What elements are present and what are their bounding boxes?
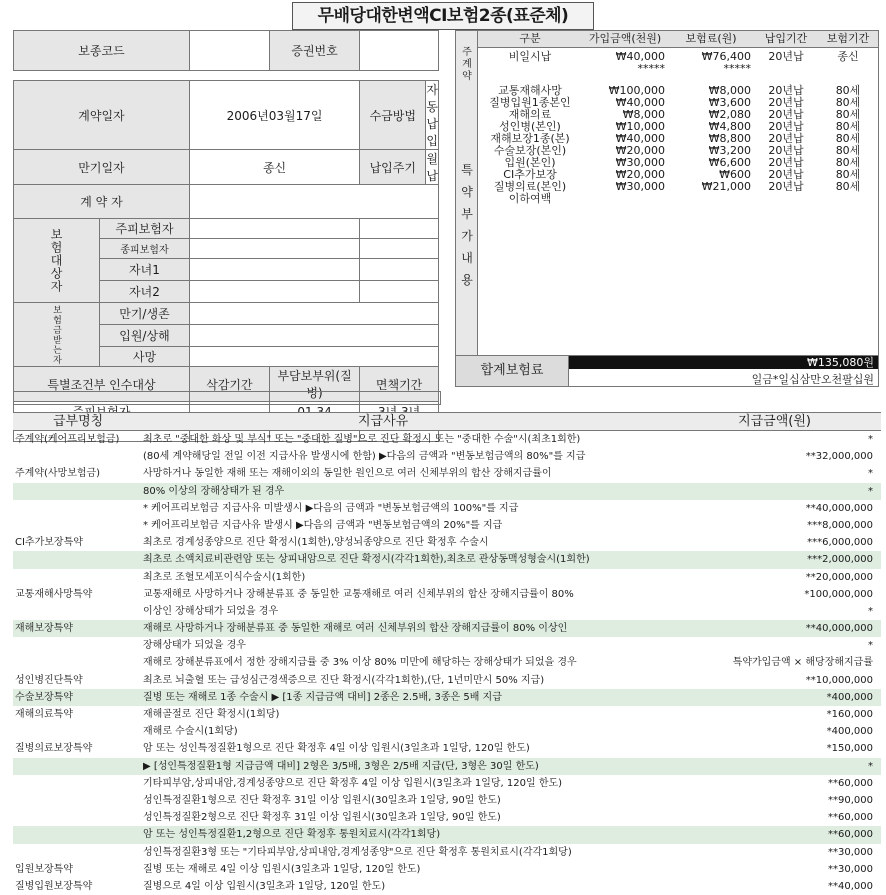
rider-row-cell: ₩8,000 (708, 84, 751, 97)
rider-row-cell: 80세 (835, 84, 861, 97)
benefit-name: 주계약(사망보험금) (15, 468, 101, 480)
exempt-label: 면책기간 (360, 367, 439, 402)
rider-row-cell: 질병입원1종본인 (489, 96, 571, 109)
cert-value (360, 31, 439, 71)
benefit-reason: 교통재해로 사망하거나 장해분류표 중 동일한 교통재해로 여러 신체부위의 합산 장해지급률이 80% (143, 588, 574, 600)
rider-row-cell: ₩40,000 (615, 96, 665, 109)
benefit-reason: 재해로 장해분류표에서 정한 장해지급률 중 3% 이상 80% 미만에 해당하는 장해상태가 되었을 경우 (143, 657, 577, 669)
main-row-cell: 비일시납 (508, 50, 552, 63)
rider-row-cell: ₩3,200 (708, 144, 751, 157)
main-row-cell: ₩76,400 (701, 50, 751, 63)
rider-row-cell (582, 193, 668, 205)
benefit-row (13, 551, 881, 568)
benefit-amount: * (868, 468, 873, 480)
blank-field (13, 391, 441, 405)
side-main-label: 주계약 (462, 47, 472, 82)
benefit-amount: 특약가입금액 × 해당장해지급률 (732, 657, 873, 669)
benefit-row (13, 861, 881, 878)
rider-row-cell: ₩40,000 (615, 132, 665, 145)
rider-row-cell: 80세 (835, 120, 861, 133)
benefit-reason: 암 또는 성인특정질환1,2형으로 진단 확정후 통원치료시(각각1회당) (143, 829, 441, 841)
contract-info-table (13, 30, 439, 442)
benefit-row (13, 448, 881, 465)
benef-hospital-label: 입원/상해 (100, 325, 190, 347)
benefit-row (13, 637, 881, 654)
benefit-name: 성인병진단특약 (15, 674, 83, 686)
rider-row-cell: 수술보장(본인) (493, 144, 567, 157)
main-row-cell: ₩40,000 (615, 50, 665, 63)
rider-row-cell: 재해보장1종(본) (490, 132, 570, 145)
benefit-reason: 성인특정질환1형으로 진단 확정후 31일 이상 입원시(30일초과 1일당, 90일 한도) (143, 794, 501, 806)
benefit-reason: 암 또는 성인특정질환1형으로 진단 확정후 4일 이상 입원시(3일초과 1일당, 120일 한도) (143, 743, 530, 755)
rider-row-cell: 20년납 (768, 84, 804, 97)
total-premium-box (455, 355, 879, 387)
rider-row-cell: 재해의료 (508, 108, 552, 121)
side-special-label: 특약부가내용 (461, 163, 473, 287)
benefit-amount: **60,000 (828, 829, 873, 841)
benefit-amount: **90,000 (828, 794, 873, 806)
benefit-row (13, 586, 881, 603)
rider-row-cell: 이하여백 (508, 192, 552, 205)
rider-row-cell: 80세 (835, 132, 861, 145)
benefit-reason: ▶ [성인특정질환1형 지급금액 대비] 2형은 3/5배, 3형은 2/5배 지급(단, 3형은 30일 한도) (143, 760, 539, 772)
rider-row-cell: 교통재해사망 (498, 84, 562, 97)
rider-row-cell: 성인병(본인) (499, 120, 561, 133)
benefit-reason: * 케어프리보험금 지급사유 발생시 ▶다음의 금액과 "변동보험금액의 20%"를 지급 (143, 519, 503, 531)
benefit-amount: **40,000,000 (805, 623, 873, 635)
premium-header-row (478, 31, 878, 48)
benefit-name: 재해보장특약 (15, 623, 73, 635)
benefit-amount: *400,000 (826, 726, 873, 738)
benefit-reason: 기타피부암,상피내암,경계성종양으로 진단 확정후 4일 이상 입원시(3일초과 1일당, 120일 한도) (143, 777, 563, 789)
contract-date-label: 계약일자 (14, 81, 190, 150)
rider-row-cell: 80세 (835, 168, 861, 181)
maturity-value: 종신 (189, 150, 359, 185)
benefit-amount: **30,000 (828, 863, 873, 875)
rider-row-cell: CI추가보장 (503, 168, 557, 181)
child1-label: 자녀1 (100, 259, 190, 281)
benefit-row (13, 603, 881, 620)
benefit-reason: 질병 또는 재해로 1종 수술시 ▶ [1종 지급금액 대비] 2종은 2.5배, 3종은 5배 지급 (143, 691, 502, 703)
rider-row-cell: ₩10,000 (615, 120, 665, 133)
premium-header-cell: 가입금액(천원) (582, 31, 668, 48)
benefit-row (13, 517, 881, 534)
code-label: 보종코드 (14, 31, 190, 71)
rider-row-cell: 20년납 (768, 180, 804, 193)
benefit-row (13, 844, 881, 861)
benefit-row (13, 792, 881, 809)
benefit-amount: * (868, 760, 873, 772)
benefit-reason: 최초로 소액치료비관련암 또는 상피내암으로 진단 확정시(각각1회한),최초로 관상동맥성형술시(1회한) (143, 554, 590, 566)
benefit-name: 질병입원보장특약 (15, 880, 93, 892)
rider-row-cell: ₩4,800 (708, 120, 751, 133)
benefit-amount: **32,000,000 (805, 451, 873, 463)
benefit-amount: **10,000,000 (805, 674, 873, 686)
pay-cycle: 월납 (426, 150, 439, 185)
beneficiary-group-label: 보험금받는자 (14, 303, 100, 367)
benefit-reason: 성인특정질환3형 또는 "기타피부암,상피내암,경계성종양"으로 진단 확정후 통원치료시(각각1회당) (143, 846, 572, 858)
rider-row-cell: 80세 (835, 108, 861, 121)
benefit-amount: **40,000,000 (805, 502, 873, 514)
cert-label: 증권번호 (269, 31, 359, 71)
rider-row-cell: ₩20,000 (615, 168, 665, 181)
benefit-row (13, 689, 881, 706)
main-contract-rows (478, 51, 878, 75)
rider-row-cell: ₩3,600 (708, 96, 751, 109)
rider-row-cell: ₩30,000 (615, 180, 665, 193)
pay-cycle-label: 납입주기 (360, 150, 426, 185)
rider-row-cell: ₩20,000 (615, 144, 665, 157)
sub-insured-label: 종피보험자 (100, 239, 190, 259)
benefit-reason: 최초로 뇌출혈 또는 급성심근경색증으로 진단 확정시(각각1회한),(단, 1년미만시 50% 지급) (143, 674, 545, 686)
rider-row-cell: 20년납 (768, 132, 804, 145)
benefit-rows (13, 431, 881, 895)
benefit-reason: 성인특정질환2형으로 진단 확정후 31일 이상 입원시(30일초과 1일당, 90일 한도) (143, 812, 501, 824)
benef-maturity-label: 만기/생존 (100, 303, 190, 325)
benef-death-label: 사망 (100, 347, 190, 367)
benefit-row (13, 431, 881, 448)
rider-row (478, 193, 878, 205)
benefit-amount: *400,000 (826, 691, 873, 703)
benefit-name: 교통재해사망특약 (15, 588, 93, 600)
benefit-row (13, 706, 881, 723)
benefit-name: CI추가보장특약 (15, 537, 83, 549)
benefit-amount: **60,000 (828, 812, 873, 824)
main-row-cell: 20년납 (768, 50, 804, 63)
reduction-label: 삭감기간 (189, 367, 269, 402)
benefit-amount: **20,000,000 (805, 571, 873, 583)
total-words: 일금*일십삼만오천팔십원 (751, 373, 874, 386)
premium-header-cell: 납입기간 (754, 31, 818, 48)
benefit-amount: **30,000 (828, 846, 873, 858)
benefit-amount: **60,000 (828, 777, 873, 789)
premium-header-cell: 구분 (478, 31, 582, 48)
benefit-row (13, 672, 881, 689)
benefit-reason: (80세 계약해당일 전일 이전 지급사유 발생시에 한함) ▶다음의 금액과 "변동보험금액의 80%"를 지급 (143, 451, 586, 463)
rider-row-cell: ₩600 (719, 168, 751, 181)
rider-row-cell: ₩30,000 (615, 156, 665, 169)
benefit-amount: ***8,000,000 (807, 519, 873, 531)
main-row-cell: ***** (723, 62, 751, 75)
rider-row-cell (668, 193, 754, 205)
benefit-amount: ***6,000,000 (807, 537, 873, 549)
rider-row-cell: 20년납 (768, 108, 804, 121)
rider-row-cell: 입원(본인) (504, 156, 556, 169)
rider-row-cell: 20년납 (768, 144, 804, 157)
benefit-header-name: 급부명칭 (53, 414, 104, 429)
rider-rows (478, 85, 878, 205)
rider-row-cell: ₩21,000 (701, 180, 751, 193)
benefit-amount: *160,000 (826, 709, 873, 720)
premium-side-column (456, 31, 478, 358)
benefit-row (13, 775, 881, 792)
benefit-name: 입원보장특약 (15, 863, 73, 875)
benefit-reason: 장해상태가 되었을 경우 (143, 640, 246, 652)
benefit-reason: 질병으로 4일 이상 입원시(3일초과 1일당, 120일 한도) (143, 880, 386, 892)
rider-row-cell: 20년납 (768, 156, 804, 169)
premium-header-cell: 보험료(원) (668, 31, 754, 48)
benefit-row (13, 465, 881, 482)
premium-table (478, 31, 878, 48)
main-insured-label: 주피보험자 (100, 219, 190, 239)
main-row-cell (754, 63, 818, 75)
benefit-row (13, 483, 881, 500)
benefit-amount: ***2,000,000 (807, 554, 873, 566)
rider-row-cell: ₩100,000 (608, 84, 665, 97)
document-title: 무배당대한변액CI보험2종(표준체) (292, 2, 594, 30)
rider-row-cell: 80세 (835, 180, 861, 193)
contractor-value (189, 185, 438, 219)
benefit-reason: 80% 이상의 장해상태가 된 경우 (143, 485, 285, 497)
premium-detail-box (455, 30, 879, 359)
benefit-reason: 이상인 장해상태가 되었을 경우 (143, 605, 279, 617)
rider-row-cell: ₩8,800 (708, 132, 751, 145)
benefit-reason: 재해로 수술시(1회당) (143, 726, 238, 738)
benefit-reason: 재해로 사망하거나 장해분류표 중 동일한 재해로 여러 신체부위의 합산 장해지급률이 80% 이상인 (143, 623, 568, 635)
main-row (478, 51, 878, 63)
benefit-reason: 질병 또는 재해로 4일 이상 입원시(3일초과 1일당, 120일 한도) (143, 863, 421, 875)
benefit-reason: 재해골절로 진단 확정시(1회당) (143, 709, 280, 720)
main-row-cell: ***** (637, 62, 665, 75)
benefit-row (13, 878, 881, 895)
maturity-label: 만기일자 (14, 150, 190, 185)
receipt-method-label: 수금방법 (360, 81, 426, 150)
rider-row-cell (754, 193, 818, 205)
benefit-name: 수술보장특약 (15, 691, 73, 703)
rider-row-cell: 20년납 (768, 96, 804, 109)
benefit-row (13, 534, 881, 551)
benefit-amount: **40,000 (828, 880, 873, 892)
rider-row-cell: 20년납 (768, 120, 804, 133)
benefit-name: 질병의료보장특약 (15, 743, 93, 755)
benefit-header-row (13, 412, 881, 431)
benefit-row (13, 723, 881, 740)
main-row-cell (818, 63, 878, 75)
insured-group-label: 보험대상자 (14, 219, 100, 303)
special-label: 특별조건부 인수대상 (14, 367, 190, 402)
code-value (189, 31, 269, 71)
benefit-amount: * (868, 605, 873, 617)
benefit-amount: *100,000,000 (804, 588, 873, 600)
main-row (478, 63, 878, 75)
benefit-row (13, 826, 881, 843)
rider-row-cell: 80세 (835, 144, 861, 157)
child2-label: 자녀2 (100, 281, 190, 303)
rider-row-cell: 질병의료(본인) (493, 180, 567, 193)
total-label: 합계보험료 (456, 356, 569, 386)
benefit-name: 재해의료특약 (15, 709, 73, 720)
benefit-reason: 최초로 "중대한 화상 및 부식" 또는 "중대한 질병"으로 진단 확정시 또는 "중대한 수술"시(최초1회한) (143, 434, 581, 445)
receipt-method: 자동납입 (426, 81, 439, 150)
total-value: ₩135,080원 (569, 356, 878, 369)
rider-row-cell: ₩2,080 (708, 108, 751, 121)
premium-header-cell: 보험기간 (818, 31, 878, 48)
rider-row-cell (818, 193, 878, 205)
benefit-row (13, 620, 881, 637)
benefit-amount: *150,000 (826, 743, 873, 755)
rider-row-cell: 20년납 (768, 168, 804, 181)
benefit-header-amount: 지급금액(원) (738, 414, 811, 429)
contract-date: 2006년03월17일 (189, 81, 359, 150)
benefit-row (13, 654, 881, 671)
benefit-row (13, 569, 881, 586)
benefit-amount: * (868, 640, 873, 652)
benefit-reason: * 케어프리보험금 지급사유 미발생시 ▶다음의 금액과 "변동보험금액의 100%"를 지급 (143, 502, 519, 514)
rider-row-cell: ₩8,000 (622, 108, 665, 121)
benefit-row (13, 809, 881, 826)
rider-row-cell: 80세 (835, 156, 861, 169)
burden-label: 부담보부위(질병) (269, 367, 359, 402)
benefit-row (13, 740, 881, 757)
main-row-cell (478, 63, 582, 75)
contractor-label: 계 약 자 (14, 185, 190, 219)
benefit-row (13, 500, 881, 517)
benefit-reason: 사망하거나 동일한 재해 또는 재해이외의 동일한 원인으로 여러 신체부위의 합산 장해지급률이 (143, 468, 552, 480)
benefit-name: 주계약(케어프리보험금) (15, 434, 120, 445)
benefit-reason: 최초로 조혈모세포이식수술시(1회한) (143, 571, 306, 583)
benefit-amount: * (868, 434, 873, 445)
benefit-table (13, 412, 881, 895)
benefit-row (13, 758, 881, 775)
benefit-header-reason: 지급사유 (358, 414, 409, 429)
benefit-reason: 최초로 경계성종양으로 진단 확정시(1회한),양성뇌종양으로 진단 확정후 수술시 (143, 537, 489, 549)
main-row-cell: 종신 (837, 50, 859, 63)
rider-row-cell: 80세 (835, 96, 861, 109)
benefit-amount: * (868, 485, 873, 497)
rider-row-cell: ₩6,600 (708, 156, 751, 169)
